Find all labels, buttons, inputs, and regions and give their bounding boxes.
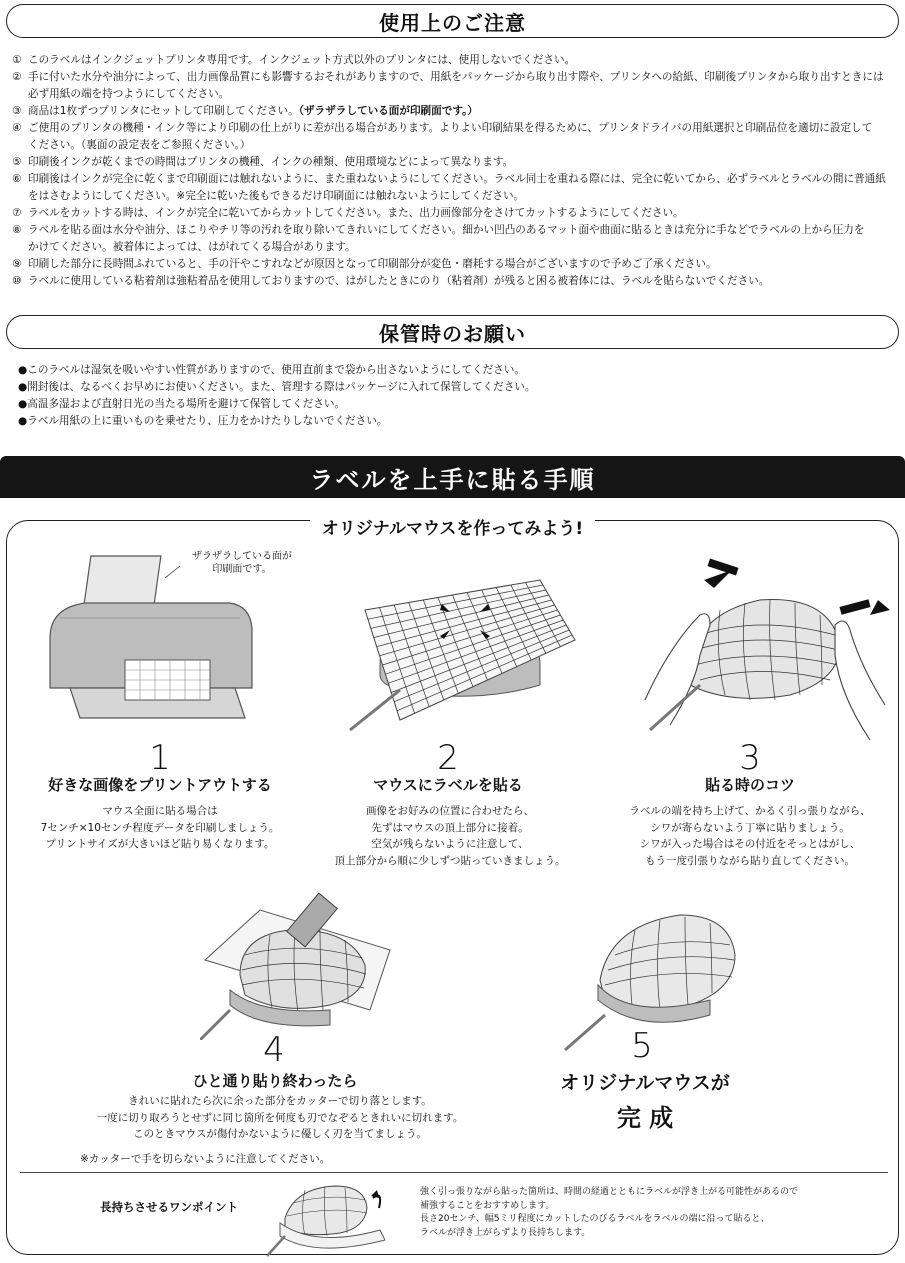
desc-line: 画像をお好みの位置に合わせたら、	[366, 805, 534, 817]
step-2-title: マウスにラベルを貼る	[373, 776, 523, 794]
precaution-item	[12, 205, 897, 222]
precaution-text: 印刷した部分に長時間ふれていると、手の汗やこすれなどが原因となって印刷部分が変色・磨耗する場合がございますので予めご了承ください。	[28, 258, 717, 270]
precaution-item	[12, 103, 897, 120]
precaution-number: ⑥	[12, 173, 22, 185]
tip-line: ラベルが浮き上がらずより長持ちします。	[420, 1227, 591, 1238]
precaution-text: ラベルを貼る面は水分や油分、ほこりやチリ等の汚れを取り除いてきれいにしてください。細かい凹凸のあるマット面や曲面に貼るときは充分に手などでラベルの上から圧力を	[28, 224, 865, 236]
precaution-text: ください。（裏面の設定表をご参照ください。）	[28, 139, 251, 151]
storage-item: ●高温多湿および直射日光の当たる場所を避けて保管してください。	[18, 398, 346, 410]
step-5-complete: 完 成	[616, 1104, 674, 1132]
step-2-desc	[300, 803, 600, 869]
procedure-subtitle	[0, 514, 905, 539]
cutter-illustration	[200, 890, 400, 1040]
storage-item: ●このラベルは湿気を吸いやすい性質がありますので、使用直前まで袋から出さないようにしてください。	[18, 364, 525, 376]
precaution-text: ご使用のプリンタの機種・インク等により印刷の仕上がりに差が出る場合があります。よりよい印刷結果を得るために、プリンタドライバの用紙選択と印刷品位を適切に設定して	[28, 122, 873, 134]
precautions-header	[6, 4, 899, 38]
desc-line: プリントサイズが大きいほど貼り易くなります。	[45, 838, 275, 850]
desc-line: もう一度引張りながら貼り直してください。	[645, 854, 855, 867]
tip-line: 強く引っ張りながら貼った箇所は、時間の経過とともにラベルが浮き上がる可能性があるので	[420, 1187, 799, 1197]
step-5-title: オリジナルマウスが	[560, 1072, 730, 1094]
precaution-text-part: 商品は1枚ずつプリンタにセットして印刷してください。	[28, 105, 299, 117]
precaution-text: 印刷後インクが乾くまでの時間はプリンタの機種、インクの種類、使用環境などによって異なります。	[28, 156, 514, 168]
precaution-text: かけてください。被着体によっては、はがれてくる場合があります。	[28, 241, 356, 253]
step-4-title: ひと通り貼り終わったら	[192, 1072, 358, 1090]
desc-line: 先ずはマウスの頂上部分に接着。	[371, 821, 529, 834]
precaution-item	[12, 256, 897, 273]
precaution-text: ラベルに使用している粘着剤は強粘着品を使用しておりますので、はがしたときにのり（粘着剤）が残ると困る被着体には、ラベルを貼らないでください。	[28, 275, 770, 287]
printer-caption	[182, 550, 302, 576]
desc-line: 空気が残らないように注意して、	[371, 838, 529, 850]
precaution-text	[28, 103, 897, 120]
desc-line: このときマウスが傷付かないように優しく刃を当てましょう。	[133, 1128, 427, 1140]
precaution-item	[12, 222, 897, 256]
desc-line: 頂上部分から順に少しずつ貼っていきましょう。	[334, 854, 566, 867]
desc-line: 一度に切り取ろうとせずに同じ箇所を何度も刃でなぞるときれいに切れます。	[96, 1111, 464, 1124]
hands-illustration	[640, 555, 890, 755]
precaution-number: ①	[12, 54, 22, 66]
precaution-emphasis: （ザラザラしている面が印刷面です。）	[298, 105, 478, 117]
precaution-number: ④	[12, 122, 22, 134]
step-1-number: 1	[149, 738, 171, 778]
step-3-number: 3	[739, 738, 761, 778]
desc-line: 7センチ×10センチ程度データを印刷しましょう。	[40, 821, 280, 834]
desc-line: マウス全面に貼る場合は	[102, 805, 218, 817]
storage-item: ●ラベル用紙の上に重いものを乗せたり、圧力をかけたりしないでください。	[18, 415, 388, 427]
precaution-number: ③	[12, 105, 22, 117]
precautions-title: 使用上のご注意	[379, 10, 526, 35]
printer-caption-line: ザラザラしている面が	[192, 551, 292, 562]
cutter-note: ※カッターで手を切らないように注意してください。	[80, 1153, 331, 1165]
precaution-item	[12, 171, 897, 205]
storage-item: ●開封後は、なるべくお早めにお使いください。また、管理する際はパッケージに入れて保管してください。	[18, 381, 536, 393]
precaution-text: 印刷後はインクが完全に乾くまで印刷面には触れないように、また重ねないようにしてください。ラベル同士を重ねる際には、完全に乾いてから、必ずラベルとラベルの間に普通紙	[28, 173, 886, 185]
step-1-title: 好きな画像をプリントアウトする	[48, 776, 272, 794]
mouse-label-illustration	[340, 570, 580, 740]
precautions-list	[12, 52, 897, 290]
precaution-item	[12, 154, 897, 171]
step-4-number: 4	[263, 1030, 285, 1070]
precaution-text: をはさむようにしてください。※完全に乾いた後もできるだけ印刷面には触れないようにしてください。	[28, 190, 525, 202]
step-4-desc	[80, 1093, 480, 1143]
precaution-number: ⑤	[12, 156, 22, 168]
step-1-desc	[20, 803, 300, 853]
desc-line: きれいに貼れたら次に余った部分をカッターで切り落とします。	[128, 1095, 432, 1107]
tip-mouse-illustration	[265, 1178, 395, 1258]
tip-line: 長さ20センチ、幅5ミリ程度にカットしたのびるラベルをラベルの端に沿って貼ると、	[420, 1214, 770, 1224]
precaution-text: このラベルはインクジェットプリンタ専用です。インクジェット方式以外のプリンタには、使用しないでください。	[28, 54, 576, 66]
printer-illustration	[40, 548, 270, 738]
precaution-number: ⑦	[12, 207, 22, 219]
procedure-subtitle-text: オリジナルマウスを作ってみよう!	[310, 519, 595, 539]
desc-line: シワが寄らないよう丁寧に貼りましょう。	[650, 821, 850, 834]
storage-title: 保管時のお願い	[379, 321, 526, 346]
printer-caption-line: 印刷面です。	[212, 564, 272, 575]
step-2-number: 2	[437, 738, 459, 778]
procedure-banner	[0, 456, 905, 498]
step-3-title: 貼る時のコツ	[704, 776, 795, 794]
procedure-title: ラベルを上手に貼る手順	[309, 465, 596, 494]
precaution-text: ラベルをカットする時は、インクが完全に乾いてからカットしてください。また、出力画像部分をさけてカットするようにしてください。	[28, 207, 684, 219]
desc-line: シワが入った場合はその付近をそっとはがし、	[639, 838, 861, 850]
tip-text	[420, 1186, 798, 1240]
tip-title: 長持ちさせるワンポイント	[100, 1200, 238, 1214]
precaution-number: ②	[12, 71, 22, 83]
storage-header	[6, 315, 899, 349]
storage-list	[8, 362, 893, 430]
precaution-number: ⑩	[12, 275, 22, 287]
precaution-item	[12, 273, 897, 290]
desc-line: ラベルの端を持ち上げて、かるく引っ張りながら、	[629, 805, 871, 817]
precaution-item	[12, 69, 897, 103]
step-3-desc	[605, 803, 895, 869]
tip-divider	[20, 1172, 888, 1173]
precaution-item	[12, 52, 897, 69]
precaution-item	[12, 120, 897, 154]
tip-line: 補強することをおすすめします。	[420, 1200, 555, 1211]
precaution-text: 手に付いた水分や油分によって、出力画像品質にも影響するおそれがありますので、用紙をパッケージから取り出す際や、プリンタへの給紙、印刷後プリンタから取り出すときには	[28, 71, 884, 83]
precaution-text: 必ず用紙の端を持つようにしてください。	[28, 88, 230, 100]
precaution-number: ⑧	[12, 224, 22, 236]
precaution-number: ⑨	[12, 258, 22, 270]
step-5-number: 5	[631, 1026, 653, 1066]
